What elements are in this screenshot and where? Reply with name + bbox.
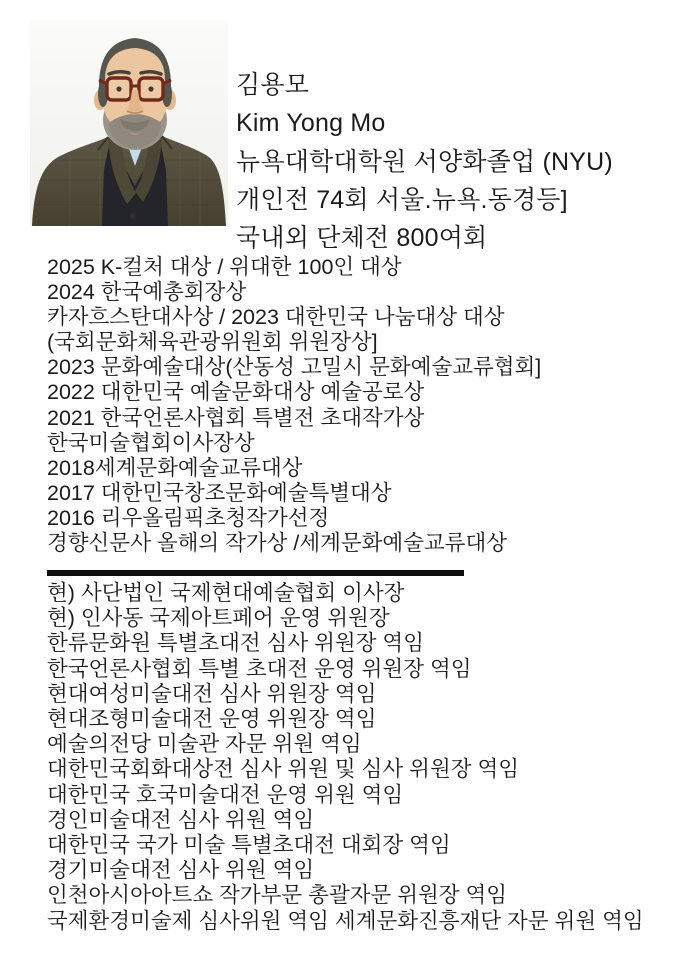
award-line: 2018세계문화예술교류대상 — [47, 455, 303, 480]
position-line: 경기미술대전 심사 위원 역임 — [47, 858, 315, 883]
position-line: 대한민국회화대상전 심사 위원 및 심사 위원장 역임 — [47, 757, 519, 782]
position-line: 현대여성미술대전 심사 위원장 역임 — [47, 681, 377, 706]
position-line: 대한민국 호국미술대전 운영 위원 역임 — [47, 782, 404, 807]
credential-line: 국내외 단체전 800여회 — [236, 224, 488, 253]
position-line: 한류문화원 특별초대전 심사 위원장 역임 — [47, 631, 424, 656]
awards-list — [47, 255, 541, 556]
profile-header — [236, 66, 613, 257]
award-line: 2016 리우올림픽초청작가선정 — [47, 505, 330, 530]
award-line: 경향신문사 올해의 작가상 /세계문화예술교류대상 — [47, 531, 508, 556]
credential-line: 개인전 74회 서울.뉴욕.동경등] — [236, 185, 568, 214]
award-line: 2022 대한민국 예술문화대상 예술공로상 — [47, 380, 425, 405]
portrait-illustration — [30, 20, 228, 226]
position-line: 국제환경미술제 심사위원 역임 세계문화진흥재단 자문 위원 역임 — [47, 908, 644, 933]
position-line: 현) 사단법인 국제현대예술협회 이사장 — [47, 581, 405, 605]
position-line: 현) 인사동 국제아트페어 운영 위원장 — [47, 606, 390, 631]
profile-photo — [30, 20, 228, 226]
award-line: (국회문화체육관광위원회 위원장상] — [47, 330, 378, 355]
award-line: 카자흐스탄대사상 / 2023 대한민국 나눔대상 대상 — [47, 305, 505, 330]
artist-name-korean: 김용모 — [236, 71, 310, 99]
award-line: 2017 대한민국창조문화예술특별대상 — [47, 480, 392, 505]
section-divider — [47, 570, 464, 576]
position-line: 한국언론사협회 특별 초대전 운영 위원장 역임 — [47, 656, 472, 681]
position-line: 인천아시아아트쇼 작가부문 총괄자문 위원장 역임 — [47, 883, 508, 908]
award-line: 2025 K-컬처 대상 / 위대한 100인 대상 — [47, 255, 402, 279]
credential-line: 뉴욕대학대학원 서양화졸업 (NYU) — [236, 147, 613, 176]
position-line: 예술의전당 미술관 자문 위원 역임 — [47, 732, 362, 757]
positions-list — [47, 581, 644, 934]
position-line: 대한민국 국가 미술 특별초대전 대회장 역임 — [47, 833, 451, 858]
position-line: 현대조형미술대전 운영 위원장 역임 — [47, 707, 377, 732]
artist-name-english: Kim Yong Mo — [236, 109, 386, 138]
award-line: 2021 한국언론사협회 특별전 초대작가상 — [47, 405, 425, 430]
award-line: 2024 한국예총회장상 — [47, 280, 247, 305]
position-line: 경인미술대전 심사 위원 역임 — [47, 807, 315, 832]
award-line: 한국미술협회이사장상 — [47, 430, 255, 455]
award-line: 2023 문화예술대상(산동성 고밀시 문화예술교류협회] — [47, 355, 542, 380]
credential-list — [236, 143, 613, 258]
